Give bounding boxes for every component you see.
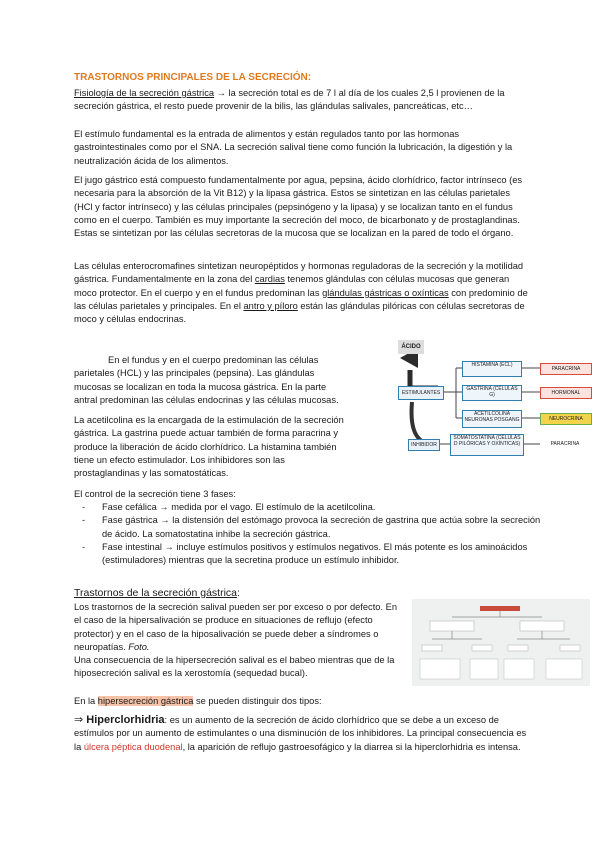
list-item: - Fase gástrica → la distensión del estómago provoca la secreción de gastrina que actúa sobre la secreción de ácido. La somatostatina inhibe la secreción gástrica.	[82, 514, 552, 541]
paragraph-control: El control de la secreción tiene 3 fases:	[74, 489, 236, 499]
diagram-paracrina-1: PARACRINA	[540, 363, 592, 375]
paragraph-trastornos-salival: Los trastornos de la secreción salival pueden ser por exceso o por defecto. En el caso de la hipersalivación se produce en situaciones de reflujo (efecto protector) y en el caso de la hiposalivación se puede deber a síndromes o neuropatías. Foto.	[74, 602, 397, 652]
diagram-somatostatina: SOMATOSTATINA (CÉLULAS D PILÓRICAS Y OXÍNTICAS)	[450, 434, 524, 456]
diagram-acetilcolina: ACETILCOLINA NEURONAS POSGANG	[462, 410, 522, 428]
list-item: - Fase cefálica → medida por el vago. El estímulo de la acetilcolina.	[82, 501, 552, 514]
paragraph-hiperclorhidria: ⇒ Hiperclorhidria: es un aumento de la secreción de ácido clorhídrico que se debe a un exceso de estímulos por un aumento de estimulantes o una disminución de los inhibidores. La principal consecuencia es la úlcera péptica duodenal, la aparición de reflujo gastroesofágico y la diarrea si la hiperclorhidria es intensa.	[74, 714, 527, 752]
subheading-trastornos: Trastornos de la secreción gástrica:	[74, 587, 240, 599]
term-fisiologia: Fisiología de la secreción gástrica	[74, 88, 215, 98]
paragraph-acetilcolina: La acetilcolina es la encargada de la estimulación de la secreción gástrica. La gastrina puede actuar también de forma paracrina y produce la liberación de ácido clorhídrico. La histamina también tiene un efecto estimulador. Los inhibidores son las prostaglandinas y las somatostáticas.	[74, 415, 344, 479]
photo-diagram-lines	[412, 599, 590, 686]
paragraph-hipersecrecion-gastrica: En la hipersecreción gástrica se pueden distinguir dos tipos:	[74, 696, 322, 706]
salivary-disorders-photo	[412, 599, 590, 686]
paragraph-estimulo: El estímulo fundamental es la entrada de alimentos y están regulados tanto por las hormonas gastrointestinales como por el SNA. La secreción salival tiene como función la lubricación, la digestión y la neutralización ácida de los alimentos.	[74, 129, 513, 166]
diagram-estimulantes: ESTIMULANTES	[398, 386, 444, 400]
diagram-gastrina: GASTRINA (CÉLULAS G)	[462, 385, 522, 401]
diagram-histamina: HISTAMINA (ECL)	[462, 361, 522, 377]
diagram-hormonal: HORMONAL	[540, 387, 592, 399]
paragraph-enterocromafines: Las células enterocromafines sintetizan neuropéptidos y hormonas reguladoras de la secreción y la motilidad gástrica. Fundamentalmente en la zona del cardias tenemos glándulas con células mucosas que generan moco protector. En el cuerpo y en el fundus predominan las glándulas gástricas o oxínticas con predominio de las células parietales y principales. En el antro y píloro están las glándulas pilóricas con células secretoras de moco y células endocrinas.	[74, 261, 528, 325]
diagram-paracrina-2: PARACRINA	[550, 441, 580, 447]
paragraph-fisiologia: Fisiología de la secreción gástrica → la secreción total es de 7 l al día de los cuales 2,5 l provienen de la secreción gástrica, el resto puede provenir de la bilis, las glándulas salivales, pancreáticas, etc…	[74, 88, 505, 112]
list-item: - Fase intestinal → incluye estímulos positivos y estímulos negativos. El más potente es los aminoácidos (estimuladores) mientras que la secretina produce un estímulo inhibidor.	[82, 541, 552, 568]
acid-regulation-diagram	[398, 340, 594, 460]
diagram-inhibidor: INHIBIDOR	[408, 439, 440, 451]
section-title: TRASTORNOS PRINCIPALES DE LA SECRECIÓN:	[74, 72, 312, 83]
paragraph-hipersecrecion-salival: Una consecuencia de la hipersecreción salival es el babeo mientras que de la hiposecreción salival es la xerostomía (sequedad bucal).	[74, 655, 395, 679]
phases-list	[82, 501, 552, 567]
diagram-neurocrina: NEUROCRINA	[540, 413, 592, 425]
diagram-acido-label: ÁCIDO	[398, 340, 424, 354]
paragraph-jugo-gastrico: El jugo gástrico está compuesto fundamentalmente por agua, pepsina, ácido clorhídrico, factor intrínseco (es necesaria para la absorción de la Vit B12) y la lipasa gástrica. Estos se sintetizan en las células parietales (HCl y factor intrínseco) y las células principales (pepsinógeno y la lipasa) y se localizan tanto en el fundus como en el cuerpo. También es muy importante la secreción del moco, de bicarbonato y de prostaglandinas. Estas se sintetizan por las células secretoras de la mucosa que se localizan en la pared de todo el órgano.	[74, 175, 523, 239]
term-hiperclorhidria: Hiperclorhidria	[86, 714, 165, 726]
paragraph-fundus: En el fundus y en el cuerpo predominan las células parietales (HCL) y las principales (pepsina). Las glándulas mucosas se localizan en toda la mucosa gástrica. En la parte antral predominan las células endocrinas y las células mucosas.	[74, 355, 339, 405]
